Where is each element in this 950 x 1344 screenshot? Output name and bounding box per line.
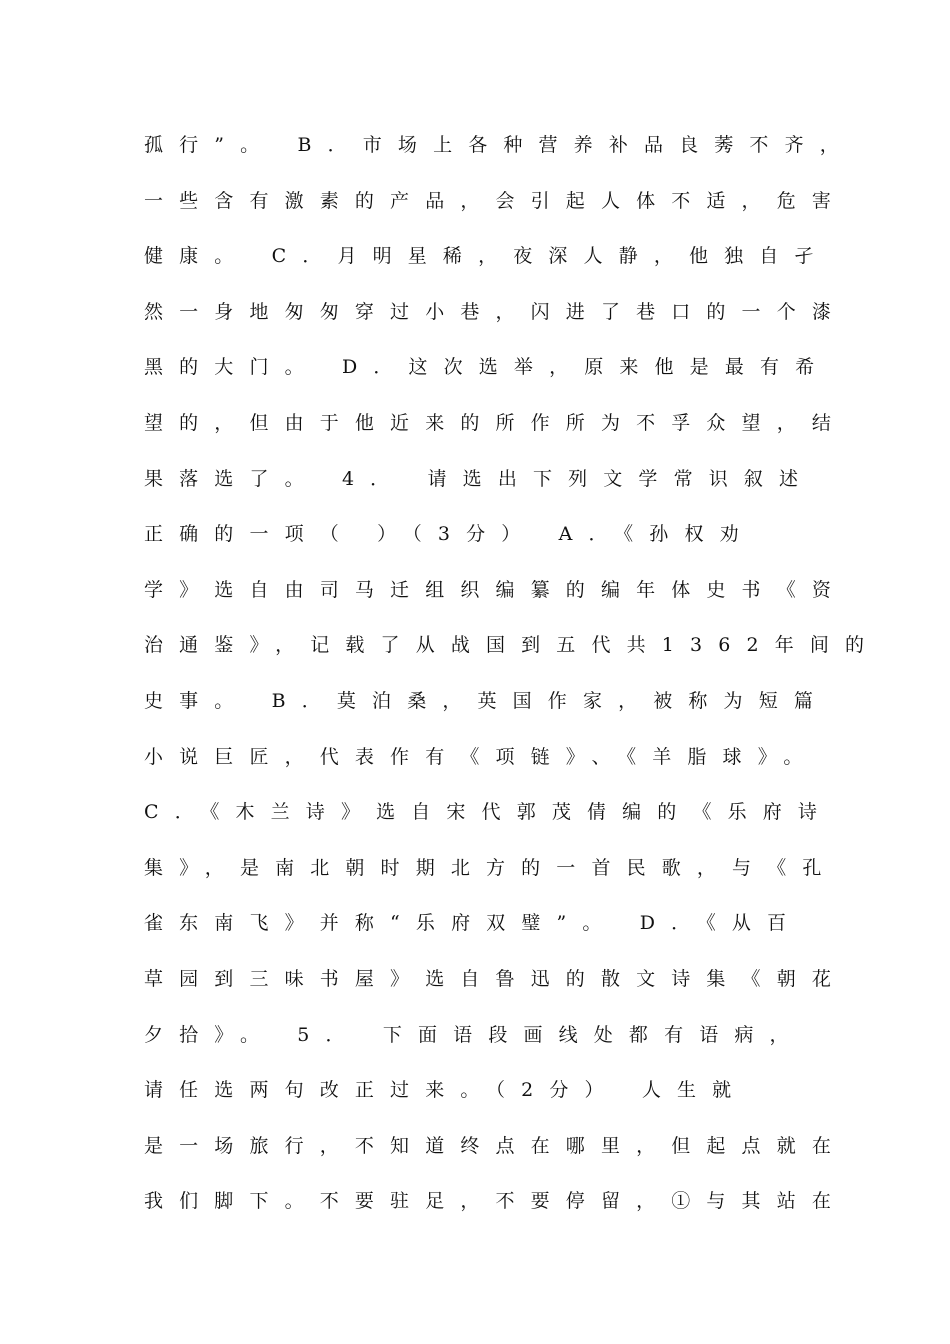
text-line: 是一场旅行，不知道终点在哪里，但起点就在 — [144, 1134, 848, 1157]
text-line: 我们脚下。不要驻足，不要停留，①与其站在 — [144, 1190, 848, 1213]
text-line: 学》选自由司马迁组织编纂的编年体史书《资 — [144, 578, 848, 601]
text-line: C．《木兰诗》选自宋代郭茂倩编的《乐府诗 — [144, 801, 834, 824]
text-line: 正确的一项（ ）（3分） A．《孙权劝 — [144, 523, 755, 546]
text-line: 然一身地匆匆穿过小巷，闪进了巷口的一个漆 — [144, 300, 848, 323]
text-line: 果落选了。 4． 请选出下列文学常识叙述 — [144, 467, 815, 490]
text-line: 草园到三味书屋》选自鲁迅的散文诗集《朝花 — [144, 967, 848, 990]
text-line: 集》，是南北朝时期北方的一首民歌，与《孔 — [144, 856, 838, 879]
text-line: 请任选两句改正过来。（2分） 人生就 — [144, 1079, 748, 1102]
text-line: 健康。 C．月明星稀，夜深人静，他独自孑 — [144, 245, 830, 268]
text-line: 史事。 B．莫泊桑，英国作家，被称为短篇 — [144, 689, 830, 712]
text-line: 治通鉴》，记载了从战国到五代共1362年间的 — [144, 634, 881, 657]
text-line: 夕拾》。 5． 下面语段画线处都有语病， — [144, 1023, 805, 1046]
text-line: 雀东南飞》并称“乐府双璧”。 D．《从百 — [144, 912, 803, 935]
text-line: 望的，但由于他近来的所作所为不孚众望，结 — [144, 411, 848, 434]
text-line: 黑的大门。 D．这次选举，原来他是最有希 — [144, 356, 831, 379]
body-text — [144, 128, 881, 1240]
text-line: 一些含有激素的产品，会引起人体不适，危害 — [144, 189, 848, 212]
text-line: 孤行”。 B．市场上各种营养补品良莠不齐， — [144, 134, 855, 156]
text-line: 小说巨匠，代表作有《项链》、《羊脂球》。 — [144, 745, 819, 768]
